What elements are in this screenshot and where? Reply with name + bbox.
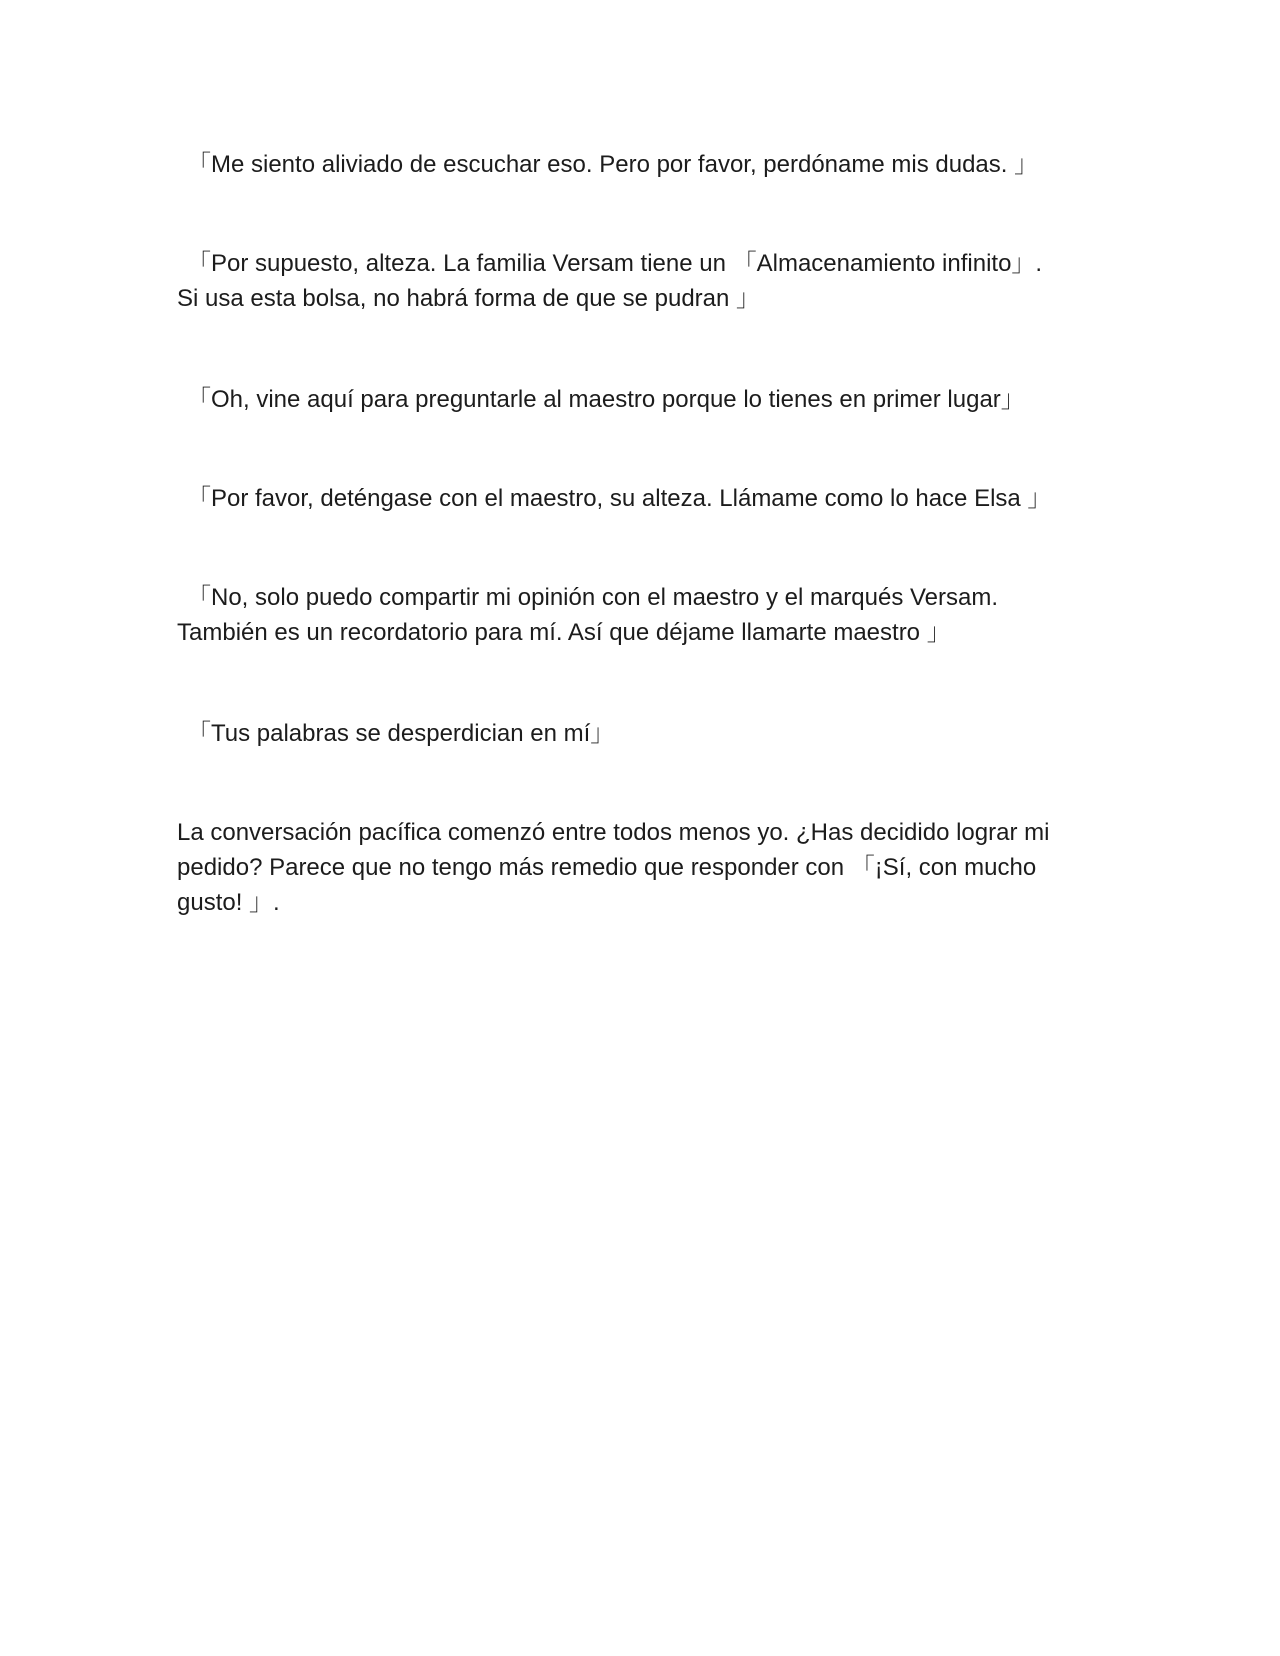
dialogue-paragraph <box>177 481 1107 516</box>
text-line: También es un recordatorio para mí. Así que déjame llamarte maestro 」 <box>177 619 951 646</box>
text-line: pedido? Parece que no tengo más remedio que responder con 「¡Sí, con mucho <box>177 854 1037 881</box>
narration-paragraph <box>177 815 1107 920</box>
text-line: La conversación pacífica comenzó entre todos menos yo. ¿Has decidido lograr mi <box>177 819 1050 846</box>
dialogue-paragraph <box>177 147 1107 182</box>
text-line: gusto! 」. <box>177 889 280 916</box>
text-line: 「Me siento aliviado de escuchar eso. Pero por favor, perdóname mis dudas. 」 <box>187 151 1039 178</box>
dialogue-paragraph <box>177 716 1107 751</box>
text-line: 「No, solo puedo compartir mi opinión con el maestro y el marqués Versam. <box>187 584 999 611</box>
dialogue-paragraph <box>177 580 1107 650</box>
dialogue-paragraph <box>177 382 1107 417</box>
text-line: 「Tus palabras se desperdician en mí」 <box>187 720 615 747</box>
dialogue-paragraph <box>177 246 1107 316</box>
text-line: 「Oh, vine aquí para preguntarle al maestro porque lo tienes en primer lugar」 <box>187 386 1025 413</box>
text-line: 「Por supuesto, alteza. La familia Versam tiene un 「Almacenamiento infinito」. <box>187 250 1043 277</box>
text-line: 「Por favor, deténgase con el maestro, su alteza. Llámame como lo hace Elsa 」 <box>187 485 1052 512</box>
text-line: Si usa esta bolsa, no habrá forma de que se pudran 」 <box>177 285 761 312</box>
